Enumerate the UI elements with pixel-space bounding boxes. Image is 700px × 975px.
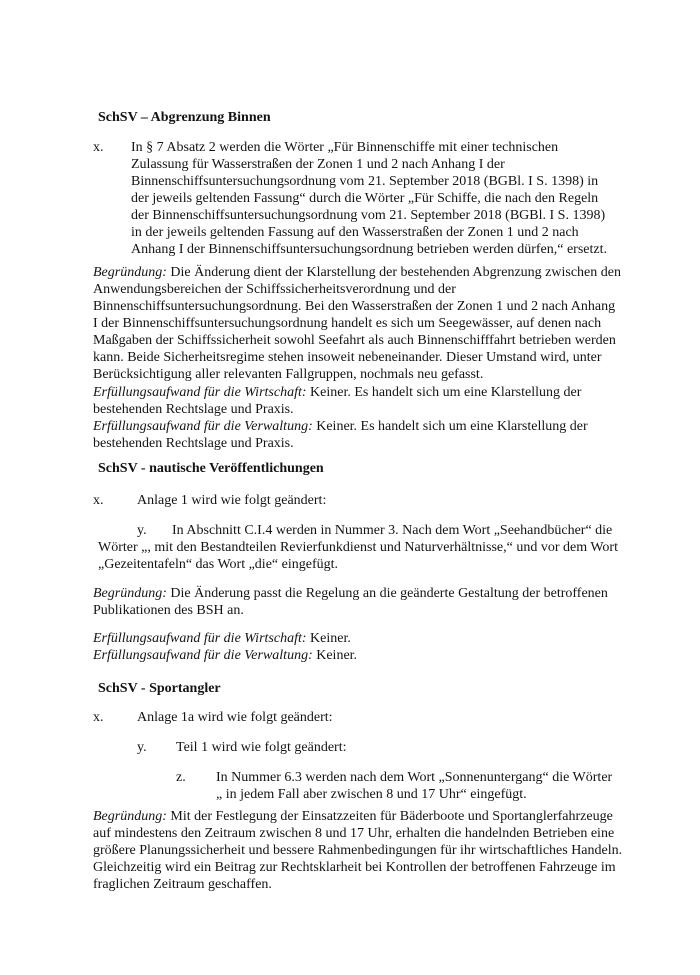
text-line: bestehenden Rechtslage und Praxis. [93, 436, 294, 451]
text-line: kann. Beide Sicherheitsregime stehen insoweit nebeneinander. Dieser Umstand wird, unter [93, 350, 602, 365]
text-line: der Binnenschiffsuntersuchungsordnung vom 21. September 2018 (BGBl. I S. 1398) [131, 208, 606, 223]
sub-item-marker: y. [137, 740, 147, 755]
item-marker: x. [93, 493, 104, 508]
cost-business-label: Erfüllungsaufwand für die Wirtschaft: [93, 631, 307, 646]
text-line: in der jeweils geltenden Fassung auf den Wasserstraßen der Zonen 1 und 2 nach [131, 225, 579, 240]
text-line: bestehenden Rechtslage und Praxis. [93, 402, 294, 417]
amendment-text-paragraph-7 [131, 139, 607, 258]
compliance-cost-paragraph-1 [93, 384, 588, 452]
item-marker: x. [93, 140, 104, 155]
text-line: Keiner. [312, 648, 358, 663]
text-line: Wörter „, mit den Bestandteilen Revierfunkdienst und Naturverhältnisse,“ und vor dem Wort [98, 540, 618, 555]
section-heading-abgrenzung-binnen: SchSV – Abgrenzung Binnen [98, 110, 271, 125]
text-line: Keiner. Es handelt sich um eine Klarstellung der [306, 385, 582, 400]
reason-label: Begründung: [93, 586, 167, 601]
amendment-text-anlage-1a: Anlage 1a wird wie folgt geändert: [137, 710, 333, 725]
text-line: Anwendungsbereichen der Schiffssicherheitsverordnung und der [93, 282, 456, 297]
text-line: Die Änderung passt die Regelung an die geänderte Gestaltung der betroffenen [166, 586, 608, 601]
amendment-text-nummer-6-3 [216, 769, 612, 803]
text-line: Maßgaben der Schiffssicherheit sowohl Seefahrt als auch Binnenschifffahrt betrieben werden [93, 333, 616, 348]
amendment-text-anlage-1: Anlage 1 wird wie folgt geändert: [137, 493, 327, 508]
text-line: Zulassung für Wasserstraßen der Zonen 1 und 2 nach Anhang I der [131, 157, 505, 172]
sub-item-marker: y. [137, 523, 147, 538]
reason-paragraph-1 [93, 264, 621, 383]
item-marker: x. [93, 710, 104, 725]
text-line: Berücksichtigung aller relevanten Fallgruppen, nochmals neu gefasst. [93, 367, 484, 382]
text-line: I der Binnenschiffsuntersuchungsordnung handelt es sich um Seegewässer, auf denen nach [93, 316, 602, 331]
amendment-text-abschnitt-c-i-4 [172, 522, 612, 539]
text-line: Die Änderung dient der Klarstellung der bestehenden Abgrenzung zwischen den [166, 265, 621, 280]
cost-admin-label: Erfüllungsaufwand für die Verwaltung: [93, 648, 313, 663]
text-line: Binnenschiffsuntersuchungsordnung vom 21. September 2018 (BGBl. I S. 1398) in [131, 174, 599, 189]
text-line: „ in jedem Fall aber zwischen 8 und 17 Uhr“ eingefügt. [216, 787, 527, 802]
text-line: Mit der Festlegung der Einsatzzeiten für Bäderboote und Sportanglerfahrzeuge [166, 809, 613, 824]
section-heading-sportangler: SchSV - Sportangler [98, 681, 221, 696]
compliance-cost-paragraph-2 [93, 630, 357, 664]
section-heading-nautische-veroeffentlichungen: SchSV - nautische Veröffentlichungen [98, 461, 324, 476]
text-line: größere Planungssicherheit und bessere Rahmenbedingungen für ihr wirtschaftliches Handeln. [93, 843, 623, 858]
text-line: Keiner. Es handelt sich um eine Klarstellung der [312, 419, 588, 434]
reason-paragraph-3 [93, 808, 622, 893]
text-line: Gleichzeitig wird ein Beitrag zur Rechtsklarheit bei Kontrollen der betroffenen Fahrzeuge im [93, 860, 616, 875]
cost-admin-label: Erfüllungsaufwand für die Verwaltung: [93, 419, 313, 434]
text-line: Anhang I der Binnenschiffsuntersuchungsordnung betrieben werden dürfen,“ ersetzt. [131, 242, 607, 257]
text-line: fraglichen Zeitraum geschaffen. [93, 877, 272, 892]
text-line: In § 7 Absatz 2 werden die Wörter „Für Binnenschiffe mit einer technischen [131, 140, 559, 155]
text-line: der jeweils geltenden Fassung“ durch die Wörter „Für Schiffe, die nach den Regeln [131, 191, 599, 206]
reason-label: Begründung: [93, 265, 167, 280]
text-line: Binnenschiffsuntersuchungsordnung. Bei den Wasserstraßen der Zonen 1 und 2 nach Anhang [93, 299, 616, 314]
text-line: „Gezeitentafeln“ das Wort „die“ eingefügt. [98, 557, 338, 572]
text-line: In Abschnitt C.I.4 werden in Nummer 3. Nach dem Wort „Seehandbücher“ die [172, 523, 613, 538]
text-line: Keiner. [306, 631, 351, 646]
text-line: Publikationen des BSH an. [93, 603, 244, 618]
text-line: In Nummer 6.3 werden nach dem Wort „Sonnenuntergang“ die Wörter [216, 770, 613, 785]
amendment-text-teil-1: Teil 1 wird wie folgt geändert: [176, 740, 347, 755]
text-line: auf mindestens den Zeitraum zwischen 8 und 17 Uhr, erhalten die handelnden Betrieben eine [93, 826, 615, 841]
reason-paragraph-2 [93, 585, 608, 619]
sub-sub-item-marker: z. [176, 770, 186, 785]
cost-business-label: Erfüllungsaufwand für die Wirtschaft: [93, 385, 307, 400]
amendment-text-continuation [98, 539, 618, 573]
reason-label: Begründung: [93, 809, 167, 824]
